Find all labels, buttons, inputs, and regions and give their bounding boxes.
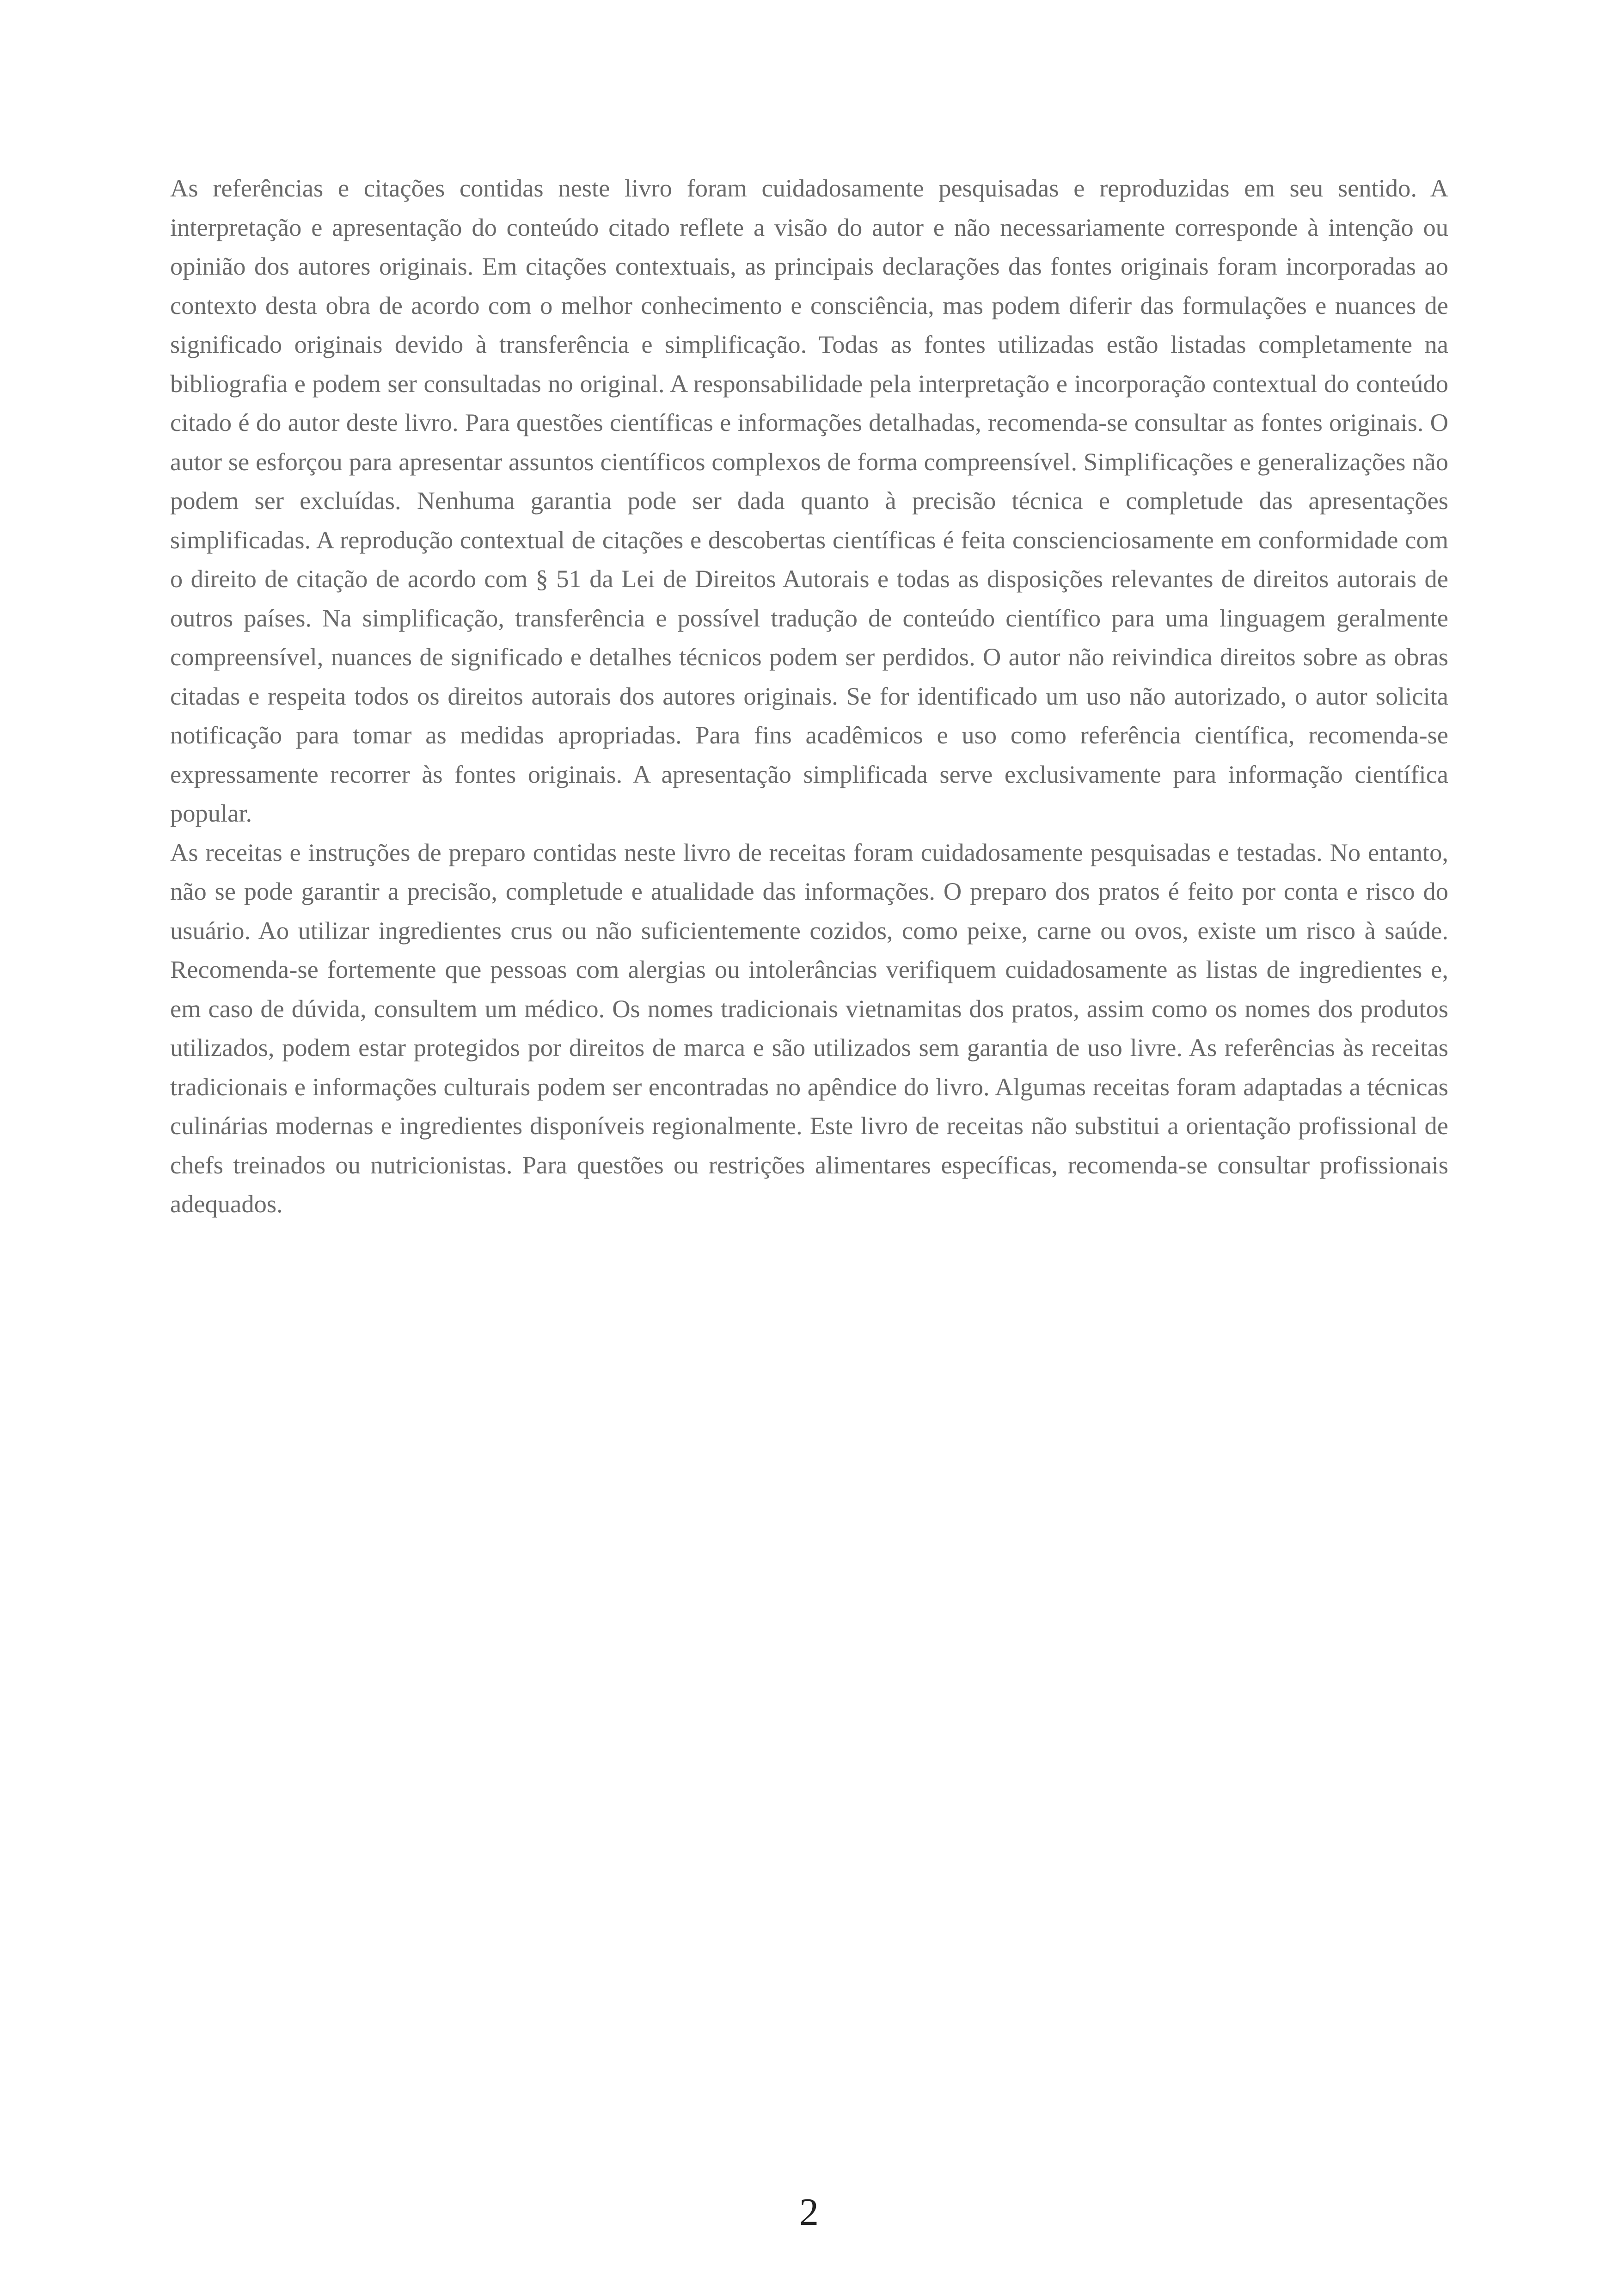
body-text [170,169,1448,1224]
page-number: 2 [799,2191,819,2234]
disclaimer-citations-paragraph: As referências e citações contidas neste livro foram cuidadosamente pesquisadas e reproduzidas em seu sentido. A interpretação e apresentação do conteúdo citado reflete a visão do autor e não necessariamente corresponde à intenção ou opinião dos autores originais. Em citações contextuais, as principais declarações das fontes originais foram incorporadas ao contexto desta obra de acordo com o melhor conhecimento e consciência, mas podem diferir das formulações e nuances de significado originais devido à transferência e simplificação. Todas as fontes utilizadas estão listadas completamente na bibliografia e podem ser consultadas no original. A responsabilidade pela interpretação e incorporação contextual do conteúdo citado é do autor deste livro. Para questões científicas e informações detalhadas, recomenda-se consultar as fontes originais. O autor se esforçou para apresentar assuntos científicos complexos de forma compreensível. Simplificações e generalizações não podem ser excluídas. Nenhuma garantia pode ser dada quanto à precisão técnica e completude das apresentações simplificadas. A reprodução contextual de citações e descobertas científicas é feita conscienciosamente em conformidade com o direito de citação de acordo com § 51 da Lei de Direitos Autorais e todas as disposições relevantes de direitos autorais de outros países. Na simplificação, transferência e possível tradução de conteúdo científico para uma linguagem geralmente compreensível, nuances de significado e detalhes técnicos podem ser perdidos. O autor não reivindica direitos sobre as obras citadas e respeita todos os direitos autorais dos autores originais. Se for identificado um uso não autorizado, o autor solicita notificação para tomar as medidas apropriadas. Para fins acadêmicos e uso como referência científica, recomenda-se expressamente recorrer às fontes originais. A apresentação simplificada serve exclusivamente para informação científica popular. [170,174,1448,827]
disclaimer-recipes-paragraph: As receitas e instruções de preparo contidas neste livro de receitas foram cuidadosamente pesquisadas e testadas. No entanto, não se pode garantir a precisão, completude e atualidade das informações. O preparo dos pratos é feito por conta e risco do usuário. Ao utilizar ingredientes crus ou não suficientemente cozidos, como peixe, carne ou ovos, existe um risco à saúde. Recomenda-se fortemente que pessoas com alergias ou intolerâncias verifiquem cuidadosamente as listas de ingredientes e, em caso de dúvida, consultem um médico. Os nomes tradicionais vietnamitas dos pratos, assim como os nomes dos produtos utilizados, podem estar protegidos por direitos de marca e são utilizados sem garantia de uso livre. As referências às receitas tradicionais e informações culturais podem ser encontradas no apêndice do livro. Algumas receitas foram adaptadas a técnicas culinárias modernas e ingredientes disponíveis regionalmente. Este livro de receitas não substitui a orientação profissional de chefs treinados ou nutricionistas. Para questões ou restrições alimentares específicas, recomenda-se consultar profissionais adequados. [170,838,1448,1218]
